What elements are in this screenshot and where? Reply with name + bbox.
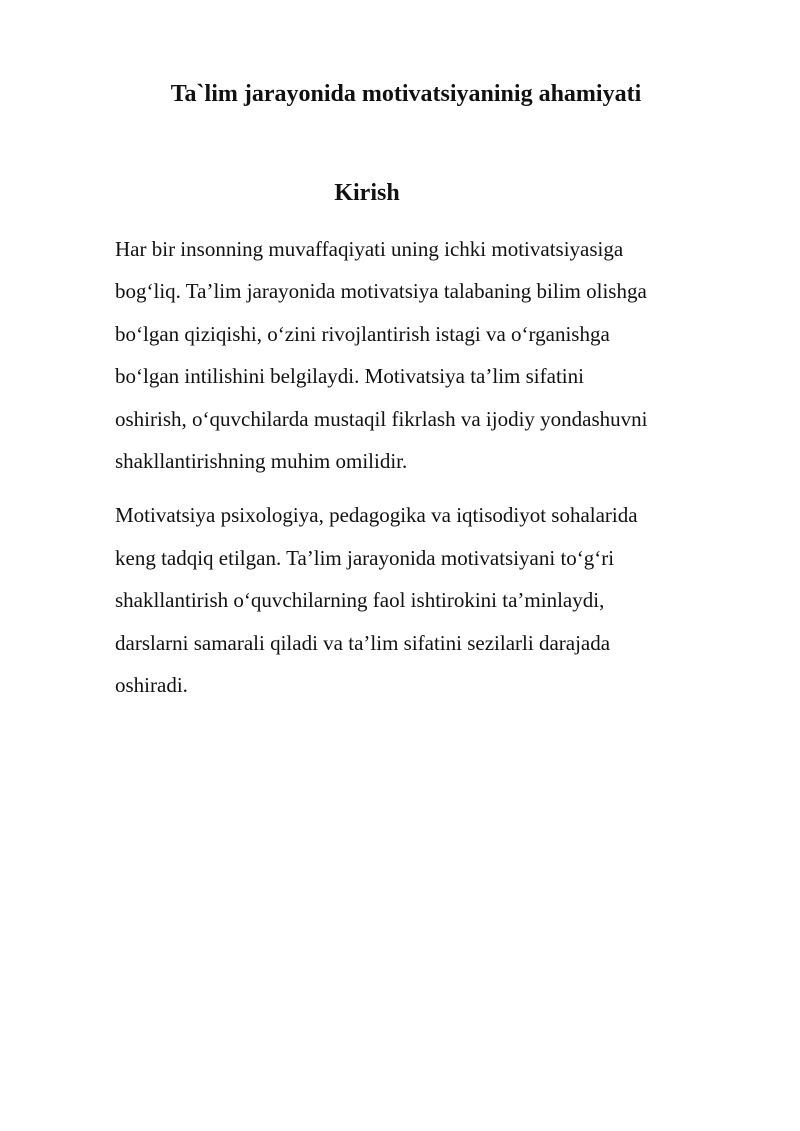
text-line: bo‘lgan qiziqishi, o‘zini rivojlantirish istagi va o‘rganishga [115,321,610,346]
text-line: oshiradi. [115,673,188,698]
text-line: shakllantirishning muhim omilidir. [115,449,408,474]
document-title: Ta`lim jarayonida motivatsiyaninig ahamiyati [170,81,642,107]
text-line: shakllantirish o‘quvchilarning faol ishtirokini ta’minlaydi, [115,588,605,613]
paragraph [115,228,755,482]
paragraph [115,494,755,706]
text-line: Har bir insonning muvaffaqiyati uning ichki motivatsiyasiga [115,237,624,261]
text-line: bo‘lgan intilishini belgilaydi. Motivatsiya ta’lim sifatini [115,364,584,389]
text-line: oshirish, o‘quvchilarda mustaqil fikrlash va ijodiy yondashuvni [115,406,648,431]
text-line: darslarni samarali qiladi va ta’lim sifatini sezilarli darajada [115,630,611,655]
body-text [115,228,755,718]
text-line: bog‘liq. Ta’lim jarayonida motivatsiya talabaning bilim olishga [115,279,647,304]
text-line: keng tadqiq etilgan. Ta’lim jarayonida motivatsiyani to‘g‘ri [115,545,615,570]
section-heading: Kirish [334,180,400,206]
text-line: Motivatsiya psixologiya, pedagogika va iqtisodiyot sohalarida [115,503,638,528]
